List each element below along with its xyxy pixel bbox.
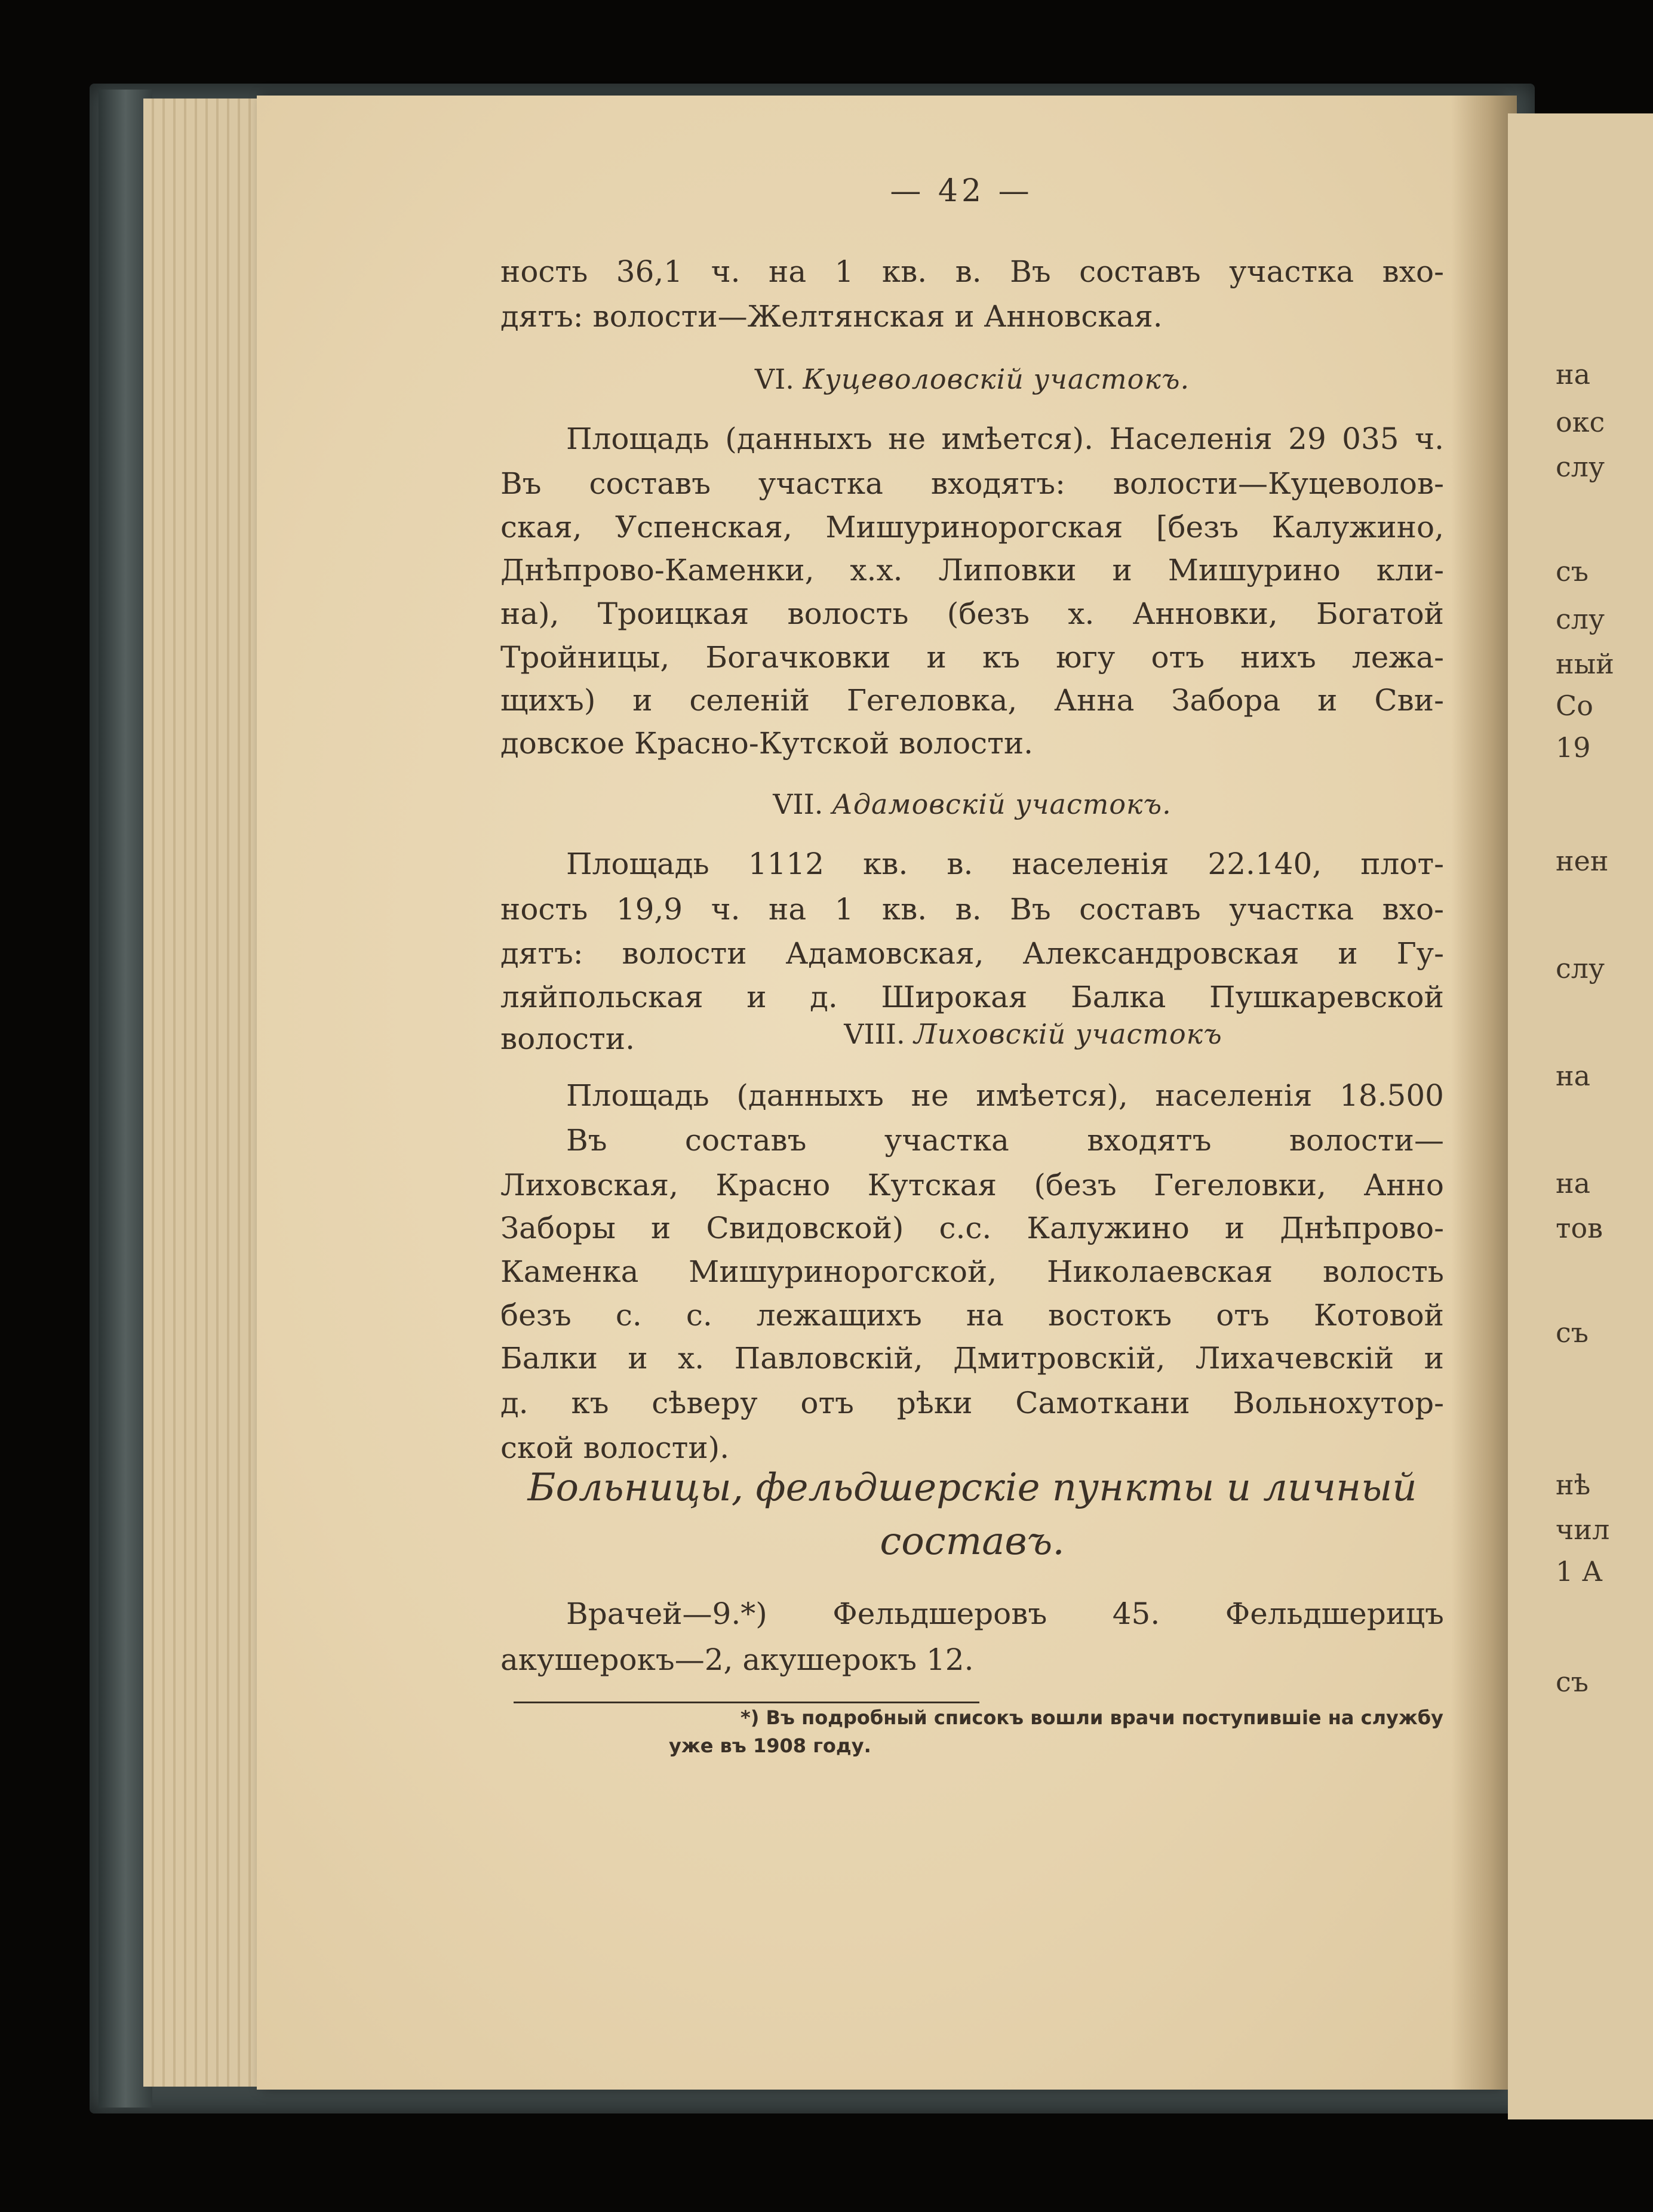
text-line: акушерокъ—2, акушерокъ 12. [500, 1642, 974, 1677]
facing-fragment: на [1556, 1060, 1591, 1092]
section-heading-vi [500, 363, 1444, 395]
text-line: щихъ) и селеній Гегеловка, Анна Забора и Сви- [500, 683, 1444, 718]
facing-fragment: Со [1556, 690, 1593, 722]
text-line: Лиховская, Красно Кутская (безъ Гегеловки, Анно [500, 1168, 1444, 1202]
text-line: Днѣпрово-Каменки, х.х. Липовки и Мишурино кли- [500, 553, 1444, 587]
facing-fragment: окс [1556, 406, 1605, 438]
text-line: Врачей—9.*) Фельдшеровъ 45. Фельдшерицъ [566, 1596, 1444, 1631]
text-line: Тройницы, Богачковки и къ югу отъ нихъ лежа- [500, 640, 1444, 675]
text-line: д. къ сѣверу отъ рѣки Самоткани Вольнохутор- [500, 1386, 1444, 1420]
heading-numeral: VI. [754, 363, 794, 395]
text-line: довское Красно-Кутской волости. [500, 726, 1034, 761]
facing-fragment: нен [1556, 845, 1609, 877]
text-line: Балки и х. Павловскій, Дмитровскій, Лихачевскій и [500, 1341, 1444, 1376]
heading-numeral: VIII. [844, 1018, 905, 1050]
text-line: ляйпольская и д. Широкая Балка Пушкаревской [500, 980, 1444, 1014]
facing-fragment: на [1556, 1167, 1591, 1199]
text-line: безъ с. с. лежащихъ на востокъ отъ Котовой [500, 1298, 1444, 1333]
text-line: ской волости). [500, 1430, 730, 1465]
text-line: Заборы и Свидовской) с.с. Калужино и Днѣпрово- [500, 1211, 1444, 1245]
facing-fragment: 1 А [1556, 1555, 1603, 1588]
heading-title: Лиховскій участокъ [914, 1018, 1222, 1050]
heading-numeral: VII. [773, 788, 824, 820]
text-line: Въ составъ участка входятъ: волости—Куцеволов- [500, 466, 1444, 501]
footnote-rule [514, 1702, 979, 1703]
text-line: волости. [500, 1022, 635, 1056]
text-line: ность 19,9 ч. на 1 кв. в. Въ составъ участка вхо- [500, 892, 1444, 927]
facing-fragment: чил [1556, 1513, 1610, 1546]
heading-title: Адамовскій участокъ. [832, 788, 1172, 820]
facing-fragment: на [1556, 358, 1591, 390]
facing-fragment: тов [1556, 1212, 1603, 1244]
facing-fragment: съ [1556, 555, 1589, 587]
text-line: дятъ: волости—Желтянская и Анновская. [500, 299, 1163, 334]
text-line: Площадь (данныхъ не имѣется), населенія 18.500 [566, 1078, 1444, 1113]
section-title-line2: составъ. [880, 1519, 1065, 1564]
text-line: ская, Успенская, Мишуринорогская [безъ Калужино, [500, 510, 1444, 544]
facing-fragment: нѣ [1556, 1469, 1591, 1501]
text-line: Въ составъ участка входятъ волости— [566, 1123, 1444, 1158]
facing-fragment: слу [1556, 952, 1605, 985]
text-line: Площадь 1112 кв. в. населенія 22.140, плот- [566, 847, 1444, 881]
page-gutter-shadow [1451, 96, 1517, 2090]
text-line: Площадь (данныхъ не имѣется). Населенія 29 035 ч. [566, 422, 1444, 456]
page-number: — 42 — [890, 173, 1033, 209]
text-line: дятъ: волости Адамовская, Александровская и Гу- [500, 936, 1444, 971]
text-line: Каменка Мишуринорогской, Николаевская волость [500, 1254, 1444, 1289]
facing-fragment: съ [1556, 1666, 1589, 1698]
text-line: на), Троицкая волость (безъ х. Анновки, Богатой [500, 596, 1444, 631]
facing-fragment: 19 [1556, 731, 1591, 764]
text-line: ность 36,1 ч. на 1 кв. в. Въ составъ участка вхо- [500, 254, 1444, 289]
section-heading-vii [500, 788, 1444, 820]
facing-fragment: ный [1556, 648, 1614, 680]
facing-fragment: съ [1556, 1316, 1589, 1349]
footnote-line: *) Въ подробный списокъ вошли врачи поступившіе на службу [741, 1706, 1443, 1729]
facing-fragment: слу [1556, 451, 1605, 483]
section-title-line1: Больницы, фельдшерскіе пункты и личный [527, 1466, 1417, 1510]
facing-fragment: слу [1556, 603, 1605, 635]
heading-title: Куцеволовскій участокъ. [803, 363, 1190, 395]
footnote-line: уже въ 1908 году. [669, 1734, 871, 1757]
section-heading-viii [794, 1018, 1272, 1050]
facing-page [1508, 113, 1653, 2119]
